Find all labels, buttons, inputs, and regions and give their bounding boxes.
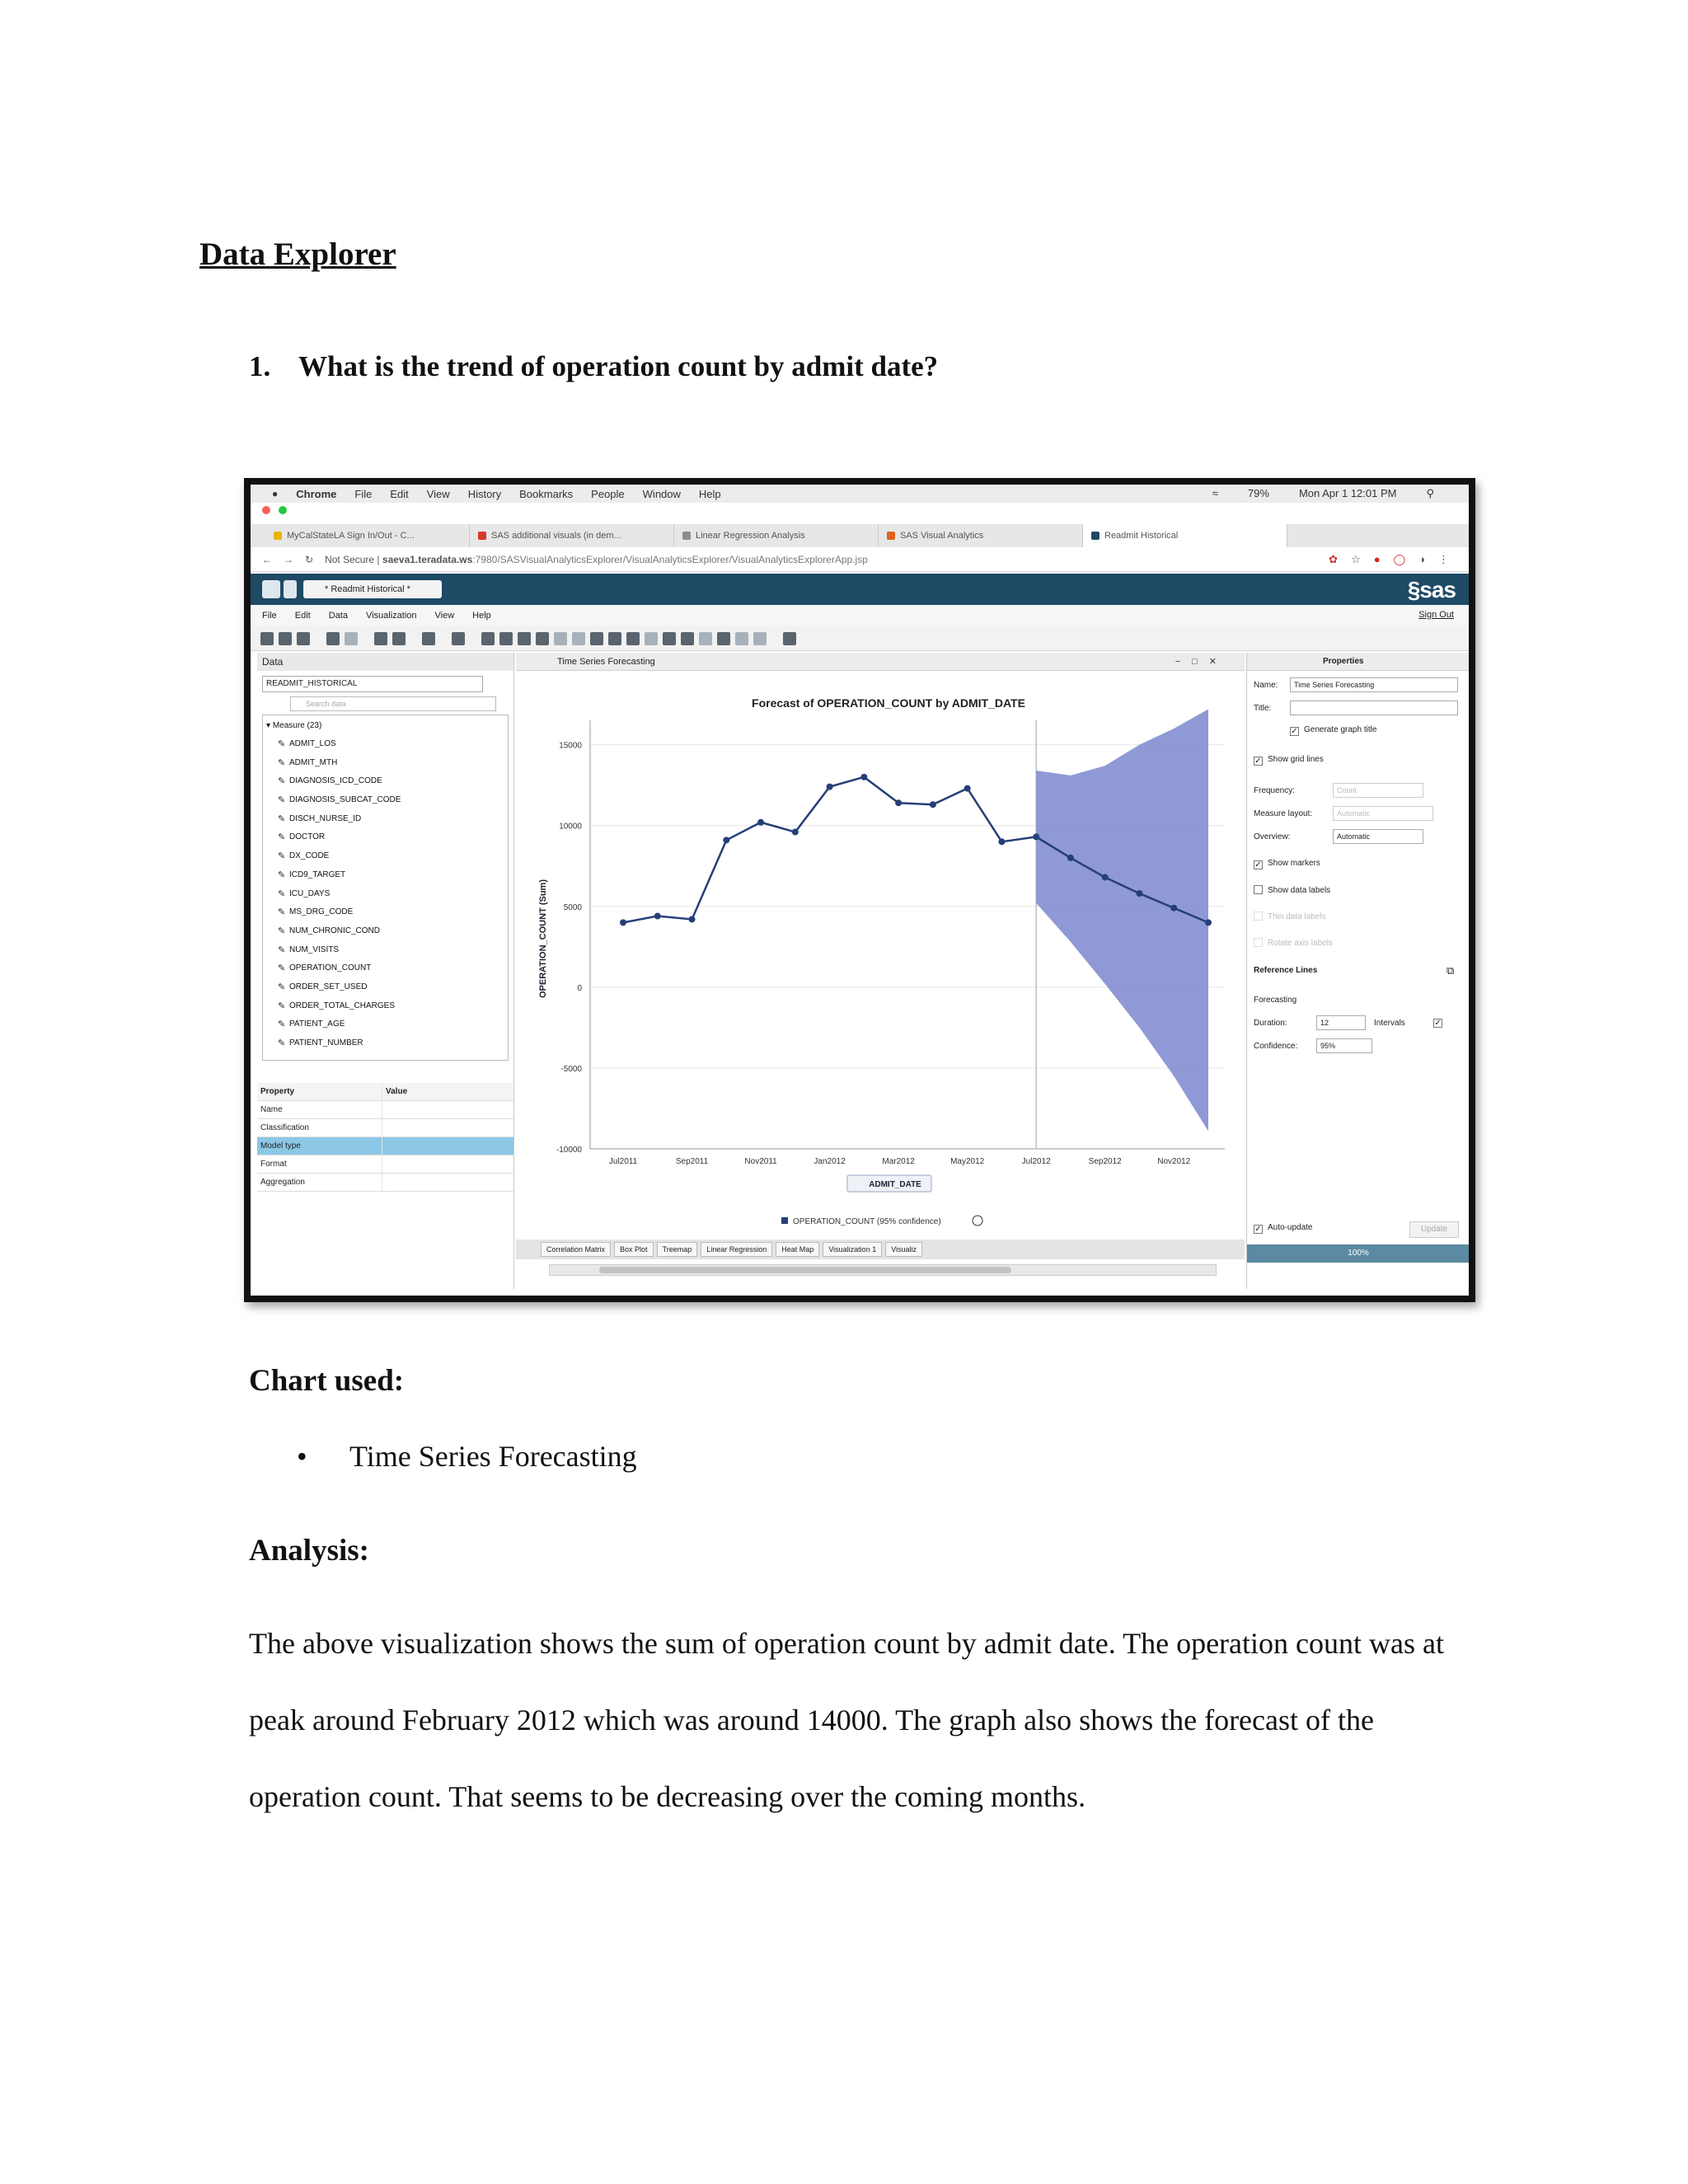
question-number: 1. bbox=[249, 350, 271, 382]
show-data-labels-option[interactable] bbox=[1254, 885, 1330, 895]
overview-label: Overview: bbox=[1254, 832, 1291, 841]
y-tick-label: -10000 bbox=[556, 1146, 582, 1155]
title-input[interactable] bbox=[1290, 701, 1458, 715]
list-item[interactable]: ✎ PATIENT_NUMBER bbox=[266, 1034, 504, 1053]
show-data-labels-label: Show data labels bbox=[1268, 886, 1331, 895]
list-item[interactable]: ✎ ICU_DAYS bbox=[266, 885, 504, 904]
main-toolbar bbox=[251, 626, 1469, 651]
checkbox-checked-icon[interactable]: ✓ bbox=[1254, 757, 1262, 766]
menu-visualization[interactable]: Visualization bbox=[365, 611, 417, 621]
title-label: Title: bbox=[1254, 704, 1272, 713]
checkbox-checked-icon[interactable]: ✓ bbox=[1291, 727, 1298, 736]
property-header: Property bbox=[257, 1083, 382, 1100]
line-chart-icon[interactable] bbox=[536, 632, 549, 645]
property-name: Classification bbox=[257, 1119, 382, 1137]
properties-tab[interactable]: Properties bbox=[1247, 653, 1469, 671]
question bbox=[249, 350, 938, 383]
tab-correlation-matrix[interactable]: Correlation Matrix bbox=[541, 1242, 611, 1257]
forward-icon[interactable]: → bbox=[284, 553, 293, 565]
y-tick-label: -5000 bbox=[560, 1064, 582, 1074]
box-plot-icon[interactable] bbox=[717, 632, 730, 645]
list-item[interactable]: ✎ NUM_VISITS bbox=[266, 941, 504, 960]
duration-label: Duration: bbox=[1254, 1019, 1287, 1028]
data-point bbox=[998, 838, 1005, 845]
browser-tab[interactable] bbox=[470, 524, 674, 547]
bar-chart-icon[interactable] bbox=[518, 632, 531, 645]
question-text: What is the trend of operation count by admit date? bbox=[298, 350, 939, 382]
x-tick-label: Jan2012 bbox=[814, 1157, 846, 1166]
analysis-heading: Analysis: bbox=[249, 1534, 369, 1568]
duration-stepper[interactable]: 12 bbox=[1316, 1015, 1366, 1030]
chart-title: Forecast of OPERATION_COUNT by ADMIT_DATE bbox=[752, 696, 1025, 710]
tab-visualiz[interactable]: Visualiz bbox=[885, 1242, 922, 1257]
x-tick-label: Nov2012 bbox=[1157, 1157, 1191, 1166]
name-label: Name: bbox=[1254, 681, 1278, 690]
tab-favicon-icon bbox=[274, 532, 282, 540]
new-visualization-icon[interactable] bbox=[452, 632, 465, 645]
mac-menu-edit[interactable]: Edit bbox=[390, 487, 409, 500]
filter-icon[interactable] bbox=[392, 632, 406, 645]
mac-menu-people[interactable]: People bbox=[591, 487, 625, 500]
tab-linear-regression[interactable]: Linear Regression bbox=[701, 1242, 772, 1257]
property-table bbox=[257, 1083, 513, 1192]
intervals-label: Intervals bbox=[1374, 1019, 1405, 1028]
visualization-tab-strip bbox=[516, 1240, 1245, 1259]
analysis-paragraph: The above visualization shows the sum of operation count by admit date. The operation count was at peak around February 2012 which was around 14000. The graph also shows the forecast of the operation count. That seems to be decreasing over the coming months. bbox=[249, 1627, 1444, 1813]
thin-labels-label: Thin data labels bbox=[1268, 912, 1326, 921]
checkbox-icon[interactable] bbox=[1254, 938, 1263, 947]
data-point bbox=[620, 919, 626, 926]
x-tick-label: Sep2012 bbox=[1088, 1157, 1122, 1166]
forecasting-heading: Forecasting bbox=[1254, 996, 1297, 1005]
frequency-select[interactable]: Count bbox=[1333, 783, 1423, 798]
measure-layout-select[interactable]: Automatic bbox=[1333, 806, 1433, 821]
pane-window-controls[interactable]: −□✕ bbox=[1175, 657, 1228, 667]
show-markers-label: Show markers bbox=[1268, 859, 1320, 868]
checkbox-checked-icon[interactable]: ✓ bbox=[1434, 1019, 1442, 1028]
measure-group[interactable]: ▾ Measure (23) bbox=[266, 721, 322, 730]
decision-tree-icon[interactable] bbox=[753, 632, 767, 645]
show-markers-option[interactable] bbox=[1254, 859, 1320, 869]
url-field[interactable]: Not Secure | saeva1.teradata.ws:7980/SASVisualAnalyticsExplorer/VisualAnalyticsExplorer/VisualAnalyticsExplorerApp.jsp bbox=[325, 553, 868, 565]
generate-title-option[interactable] bbox=[1290, 725, 1376, 736]
extension-icon[interactable]: ✿ bbox=[1329, 553, 1339, 565]
property-name: Name bbox=[257, 1101, 382, 1118]
embedded-screenshot bbox=[244, 478, 1475, 1302]
security-label: Not Secure bbox=[325, 553, 375, 565]
y-tick-label: 0 bbox=[577, 983, 582, 993]
browser-tab[interactable] bbox=[879, 524, 1083, 547]
word-cloud-icon[interactable] bbox=[735, 632, 748, 645]
visualization-title: Time Series Forecasting bbox=[557, 657, 655, 667]
update-button[interactable]: Update bbox=[1409, 1221, 1459, 1238]
data-icon[interactable] bbox=[374, 632, 387, 645]
report-tab[interactable]: * Readmit Historical * bbox=[303, 580, 442, 598]
x-tick-label: Jul2011 bbox=[608, 1157, 638, 1166]
list-item[interactable]: ✎ DOCTOR bbox=[266, 828, 504, 847]
tab-treemap[interactable]: Treemap bbox=[657, 1242, 698, 1257]
bookmark-star-icon[interactable]: ☆ bbox=[1351, 553, 1361, 565]
chart-used-heading: Chart used: bbox=[249, 1364, 405, 1398]
x-tick-label: May2012 bbox=[950, 1157, 985, 1166]
forecast-icon[interactable] bbox=[608, 632, 621, 645]
x-axis-label: ADMIT_DATE bbox=[869, 1180, 921, 1189]
data-point bbox=[895, 799, 902, 806]
list-item[interactable]: ✎ DIAGNOSIS_SUBCAT_CODE bbox=[266, 791, 504, 810]
measure-list bbox=[262, 715, 509, 1061]
wifi-icon[interactable]: ≈ bbox=[1212, 487, 1218, 499]
table-row-selected[interactable] bbox=[257, 1137, 513, 1155]
browser-tab[interactable] bbox=[265, 524, 470, 547]
tab-box-plot[interactable]: Box Plot bbox=[614, 1242, 654, 1257]
actual-series-line bbox=[623, 777, 1036, 923]
tab-favicon-icon bbox=[1091, 532, 1100, 540]
confidence-label: Confidence: bbox=[1254, 1042, 1298, 1051]
value-header: Value bbox=[386, 1087, 408, 1096]
name-input[interactable]: Time Series Forecasting bbox=[1290, 677, 1458, 692]
profile-icon[interactable]: ◑ bbox=[1418, 553, 1425, 565]
battery-level[interactable]: 79% bbox=[1247, 487, 1269, 499]
data-point bbox=[827, 784, 833, 790]
x-tick-label: Mar2012 bbox=[882, 1157, 915, 1166]
correlation-icon[interactable] bbox=[626, 632, 640, 645]
forecast-point bbox=[1067, 855, 1074, 861]
list-item[interactable]: ✎ ORDER_TOTAL_CHARGES bbox=[266, 997, 504, 1016]
checkbox-icon[interactable] bbox=[1254, 885, 1263, 894]
app-menu-bar bbox=[251, 605, 1469, 626]
list-item[interactable]: ✎ DX_CODE bbox=[266, 847, 504, 866]
tab-label: MyCalStateLA Sign In/Out - C... bbox=[287, 531, 415, 541]
tab-heat-map[interactable]: Heat Map bbox=[776, 1242, 819, 1257]
url-path: :7980/SASVisualAnalyticsExplorer/VisualAnalyticsExplorer/VisualAnalyticsExplorerApp.jsp bbox=[472, 553, 868, 565]
sas-logo-mark-icon: § bbox=[1407, 577, 1420, 602]
scatter-icon[interactable] bbox=[554, 632, 567, 645]
legend-info-icon bbox=[973, 1216, 982, 1226]
y-tick-label: 5000 bbox=[563, 902, 582, 912]
list-item[interactable]: ✎ ICD9_TARGET bbox=[266, 866, 504, 885]
tab-label: SAS additional visuals (in dem... bbox=[491, 531, 621, 541]
forecast-point bbox=[1170, 905, 1177, 912]
mac-menu-bar bbox=[251, 485, 1469, 503]
data-point bbox=[723, 837, 729, 843]
property-name: Format bbox=[257, 1155, 382, 1173]
opera-icon[interactable]: ◯ bbox=[1393, 553, 1406, 565]
auto-update-label: Auto-update bbox=[1268, 1223, 1313, 1232]
mac-menu-window[interactable]: Window bbox=[642, 487, 681, 500]
table-icon[interactable] bbox=[481, 632, 495, 645]
mac-menu-chrome[interactable]: Chrome bbox=[296, 487, 337, 500]
open-icon[interactable] bbox=[279, 632, 292, 645]
show-grid-label: Show grid lines bbox=[1268, 755, 1324, 764]
url-host: saeva1.teradata.ws bbox=[382, 553, 473, 565]
menu-edit[interactable]: Edit bbox=[294, 611, 311, 621]
data-point bbox=[654, 913, 661, 920]
list-item[interactable]: ✎ ADMIT_LOS bbox=[266, 735, 504, 754]
data-pane bbox=[257, 653, 514, 1289]
tab-label: Readmit Historical bbox=[1104, 531, 1179, 541]
table-row[interactable] bbox=[257, 1119, 513, 1137]
sas-logo-text: sas bbox=[1419, 577, 1456, 602]
tab-favicon-icon bbox=[682, 532, 691, 540]
property-table-header bbox=[257, 1083, 513, 1101]
window-controls bbox=[262, 506, 287, 514]
sas-logo bbox=[1408, 577, 1456, 603]
minimize-window-icon[interactable] bbox=[279, 506, 287, 514]
visualization-tab[interactable] bbox=[516, 653, 1245, 671]
forecast-point bbox=[1102, 874, 1109, 880]
geo-map-icon[interactable] bbox=[645, 632, 658, 645]
back-icon[interactable]: ← bbox=[262, 553, 272, 565]
show-grid-option[interactable] bbox=[1254, 755, 1324, 766]
home-icon[interactable] bbox=[262, 580, 280, 598]
menu-help[interactable]: Help bbox=[472, 611, 491, 621]
tab-visualization-1[interactable]: Visualization 1 bbox=[823, 1242, 882, 1257]
chart-used-value: Time Series Forecasting bbox=[349, 1440, 637, 1473]
tab-favicon-icon bbox=[887, 532, 895, 540]
close-window-icon[interactable] bbox=[262, 506, 270, 514]
x-tick-label: Sep2011 bbox=[675, 1157, 709, 1166]
reference-lines-heading: Reference Lines bbox=[1254, 966, 1318, 975]
menu-view[interactable]: View bbox=[434, 611, 455, 621]
list-item[interactable]: ✎ DIAGNOSIS_ICD_CODE bbox=[266, 772, 504, 791]
list-item[interactable]: ✎ ORDER_SET_USED bbox=[266, 978, 504, 997]
table-row[interactable] bbox=[257, 1101, 513, 1119]
table-row[interactable] bbox=[257, 1174, 513, 1192]
histogram-icon[interactable] bbox=[699, 632, 712, 645]
spotlight-icon[interactable]: ⚲ bbox=[1426, 487, 1434, 499]
list-item[interactable]: ✎ NUM_CHRONIC_COND bbox=[266, 922, 504, 941]
address-bar bbox=[251, 547, 1469, 572]
list-item[interactable]: ✎ DISCH_NURSE_ID bbox=[266, 810, 504, 829]
data-point bbox=[1033, 833, 1039, 840]
layout-icon[interactable] bbox=[422, 632, 435, 645]
tab-label: SAS Visual Analytics bbox=[900, 531, 984, 541]
confidence-select[interactable]: 95% bbox=[1316, 1038, 1372, 1053]
auto-update-option[interactable] bbox=[1254, 1223, 1313, 1234]
checkbox-icon[interactable] bbox=[1254, 912, 1263, 921]
thin-labels-option[interactable] bbox=[1254, 912, 1326, 921]
network-icon[interactable] bbox=[590, 632, 603, 645]
measure-group-label: Measure (23) bbox=[272, 721, 322, 730]
checkbox-checked-icon[interactable]: ✓ bbox=[1254, 1225, 1262, 1234]
properties-pane bbox=[1246, 653, 1469, 1289]
stop-extension-icon[interactable]: ● bbox=[1373, 553, 1381, 565]
clock[interactable]: Mon Apr 1 12:01 PM bbox=[1298, 487, 1397, 499]
table-row[interactable] bbox=[257, 1155, 513, 1174]
browser-tab-bar bbox=[251, 524, 1469, 547]
home-menu-icon[interactable] bbox=[284, 580, 297, 598]
x-tick-label: Jul2012 bbox=[1021, 1157, 1051, 1166]
doc-heading: Data Explorer bbox=[199, 237, 396, 272]
mac-menu-file[interactable]: File bbox=[354, 487, 373, 500]
browser-extensions bbox=[1329, 553, 1449, 566]
property-name: Model type bbox=[257, 1137, 382, 1155]
menu-data[interactable]: Data bbox=[328, 611, 348, 621]
sas-header bbox=[251, 574, 1469, 605]
y-axis-label: OPERATION_COUNT (Sum) bbox=[538, 879, 548, 999]
data-search-input[interactable]: Search data bbox=[290, 696, 496, 711]
rotate-labels-option[interactable] bbox=[1254, 938, 1333, 948]
browser-tab[interactable] bbox=[674, 524, 879, 547]
tab-label: Linear Regression Analysis bbox=[696, 531, 805, 541]
visualization-pane bbox=[516, 653, 1245, 1289]
mac-menu-history[interactable]: History bbox=[467, 487, 502, 500]
rotate-labels-label: Rotate axis labels bbox=[1268, 939, 1333, 948]
apple-icon: ● bbox=[272, 488, 279, 499]
checkbox-checked-icon[interactable]: ✓ bbox=[1254, 860, 1262, 869]
crosstab-icon[interactable] bbox=[499, 632, 513, 645]
data-point bbox=[860, 774, 867, 780]
forecast-chart[interactable] bbox=[516, 671, 1245, 1240]
add-reference-line-icon[interactable]: ⧉ bbox=[1447, 964, 1455, 977]
data-point bbox=[757, 819, 764, 826]
treemap-icon[interactable] bbox=[663, 632, 676, 645]
forecast-point bbox=[1136, 890, 1142, 897]
data-point bbox=[930, 801, 936, 808]
mac-menu-help[interactable]: Help bbox=[698, 487, 721, 500]
heat-map-icon[interactable] bbox=[681, 632, 694, 645]
scrollbar-thumb[interactable] bbox=[599, 1267, 1011, 1273]
list-item[interactable]: ✎ PATIENT_AGE bbox=[266, 1015, 504, 1034]
mac-menu-bookmarks[interactable]: Bookmarks bbox=[519, 487, 574, 500]
mac-menu-view[interactable]: View bbox=[426, 487, 450, 500]
x-tick-label: Nov2011 bbox=[744, 1157, 777, 1166]
y-tick-label: 10000 bbox=[559, 822, 582, 832]
legend-label: OPERATION_COUNT (95% confidence) bbox=[793, 1217, 941, 1226]
intervals-option[interactable] bbox=[1433, 1017, 1447, 1028]
data-pane-title: Data bbox=[257, 653, 513, 671]
data-point bbox=[964, 785, 971, 792]
list-item[interactable]: ✎ OPERATION_COUNT bbox=[266, 959, 504, 978]
more-icon[interactable]: ⋮ bbox=[1438, 553, 1449, 565]
frequency-label: Frequency: bbox=[1254, 786, 1296, 795]
export-icon[interactable] bbox=[783, 632, 796, 645]
y-tick-label: 15000 bbox=[559, 741, 582, 751]
zoom-level[interactable]: 100% bbox=[1247, 1244, 1469, 1263]
generate-title-label: Generate graph title bbox=[1304, 725, 1377, 734]
new-icon[interactable] bbox=[260, 632, 274, 645]
list-item[interactable]: ✎ MS_DRG_CODE bbox=[266, 903, 504, 922]
legend-swatch bbox=[781, 1217, 788, 1224]
reload-icon[interactable]: ↻ bbox=[305, 553, 314, 565]
measure-layout-label: Measure layout: bbox=[1254, 809, 1313, 818]
mac-status-area bbox=[1212, 487, 1452, 500]
menu-file[interactable]: File bbox=[262, 611, 277, 621]
data-source-select[interactable]: READMIT_HISTORICAL bbox=[262, 676, 483, 692]
data-point bbox=[689, 916, 696, 922]
browser-tab-active[interactable] bbox=[1083, 524, 1287, 547]
forecast-point bbox=[1205, 919, 1212, 926]
bubble-icon[interactable] bbox=[572, 632, 585, 645]
undo-icon[interactable] bbox=[326, 632, 340, 645]
property-name: Aggregation bbox=[257, 1174, 382, 1191]
list-item[interactable]: ✎ ADMIT_MTH bbox=[266, 754, 504, 773]
redo-icon[interactable] bbox=[345, 632, 358, 645]
bullet-icon: • bbox=[297, 1440, 307, 1473]
sign-out-link[interactable]: Sign Out bbox=[1418, 610, 1454, 620]
horizontal-scrollbar[interactable] bbox=[549, 1264, 1217, 1276]
save-icon[interactable] bbox=[297, 632, 310, 645]
overview-select[interactable]: Automatic bbox=[1333, 829, 1423, 844]
tab-favicon-icon bbox=[478, 532, 486, 540]
data-point bbox=[792, 829, 799, 836]
